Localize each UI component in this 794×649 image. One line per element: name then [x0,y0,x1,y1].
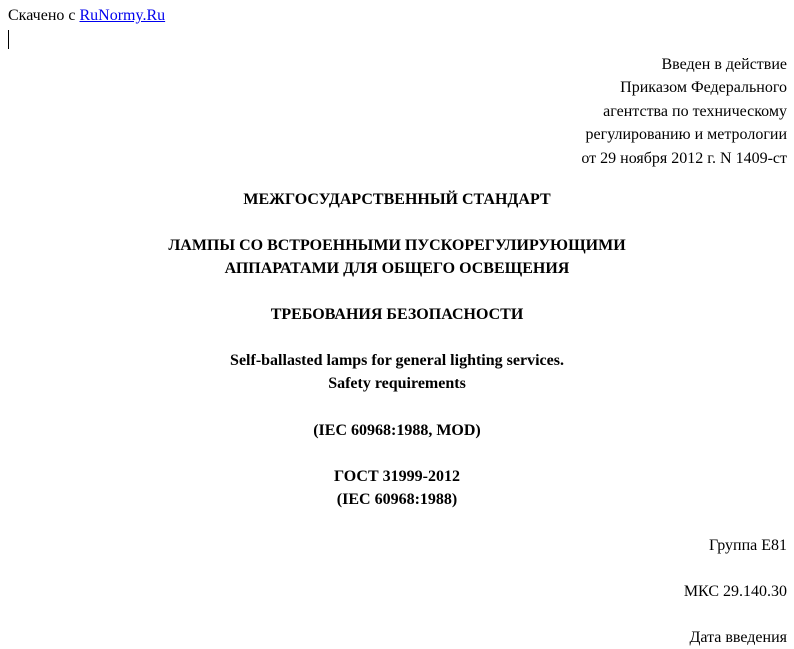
site-link[interactable]: RuNormy.Ru [79,7,166,24]
standard-title-en [0,349,794,396]
mks-code: МКС 29.140.30 [683,583,787,600]
standard-subtitle-ru [0,303,794,326]
download-source-line [8,7,165,25]
enactment-line: Приказом Федерального [620,79,787,97]
iec-mod-reference [0,419,794,442]
standard-type-text: МЕЖГОСУДАРСТВЕННЫЙ СТАНДАРТ [243,191,551,208]
standard-title-ru [0,234,794,281]
title-en-line: Safety requirements [328,375,466,393]
gost-designation [0,465,794,512]
title-en-line: Self-ballasted lamps for general lighting services. [230,352,564,369]
subtitle-ru-text: ТРЕБОВАНИЯ БЕЗОПАСНОСТИ [270,306,524,323]
enactment-line: Введен в действие [661,56,787,73]
group-code: Группа Е81 [708,537,787,554]
gost-number: ГОСТ 31999-2012 [334,468,460,485]
enactment-line: от 29 ноября 2012 г. N 1409-ст [581,149,787,167]
enactment-line: регулированию и метрологии [585,126,787,144]
text-cursor [8,30,9,49]
standard-type-heading [0,188,794,211]
iec-mod-text: (IEC 60968:1988, MOD) [313,422,481,439]
download-prefix: Скачено с [8,7,76,24]
intro-date-label: Дата введения [689,629,787,646]
enactment-notice [581,53,787,170]
title-ru-line: ЛАМПЫ СО ВСТРОЕННЫМИ ПУСКОРЕГУЛИРУЮЩИМИ [168,237,626,254]
title-ru-line: АППАРАТАМИ ДЛЯ ОБЩЕГО ОСВЕЩЕНИЯ [224,260,570,278]
gost-iec: (IEC 60968:1988) [336,491,458,509]
enactment-line: агентства по техническому [603,102,787,120]
